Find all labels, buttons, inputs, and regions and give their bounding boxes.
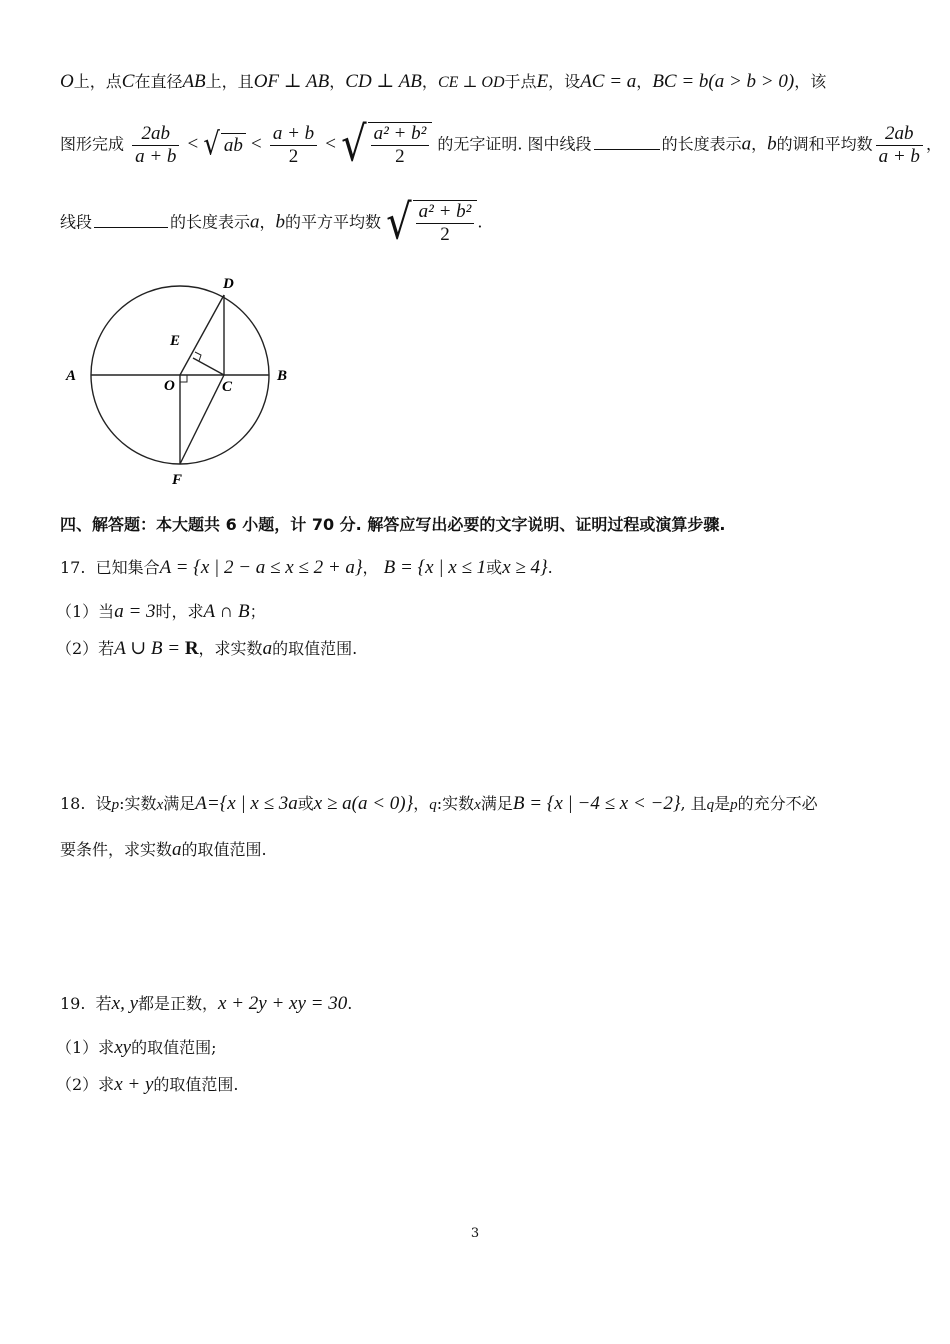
math-set-B-part2: x ≥ 4} <box>502 557 548 578</box>
math-q: q <box>429 797 437 813</box>
text: ， <box>413 794 430 813</box>
text: 是 <box>714 794 731 813</box>
text: ； <box>249 602 266 621</box>
text: 的无字证明. 图中线段 <box>437 134 592 154</box>
text: 时，求 <box>155 602 204 621</box>
math-A-cup-B: A ∪ B = <box>114 638 185 659</box>
denominator: 2 <box>288 145 299 167</box>
sqrt-quadratic-2 <box>413 200 478 246</box>
text: 满足 <box>480 794 513 813</box>
sqrt-quadratic <box>368 122 433 168</box>
math-CE-perp-OD: CE ⊥ OD <box>437 74 505 91</box>
math-OF-perp-AB: OF ⊥ AB <box>253 71 330 92</box>
text: :实数 <box>119 794 157 813</box>
text: ， <box>751 134 768 154</box>
math-AB: AB <box>182 71 206 92</box>
denominator: a + b <box>135 145 177 167</box>
text: . <box>547 558 553 577</box>
text: 线段 <box>60 212 93 232</box>
math-a: a <box>262 638 273 659</box>
text: 的取值范围. <box>272 639 358 658</box>
text: 的取值范围; <box>131 1038 217 1057</box>
answer-blank-2[interactable] <box>94 213 168 228</box>
denominator: a + b <box>878 145 920 167</box>
sqrt-ab: ab <box>221 133 246 158</box>
less-than: < <box>251 133 262 155</box>
label-F: F <box>172 472 183 488</box>
section-heading: 四、解答题：本大题共 6 小题，计 70 分. 解答应写出必要的文字说明、证明过程或演算步骤. <box>60 515 726 534</box>
math-a: a <box>250 211 260 233</box>
question-number: 17. <box>60 558 86 577</box>
math-p: p <box>730 797 738 813</box>
math-x-y: x, y <box>111 993 139 1014</box>
math-b: b <box>275 211 286 233</box>
math-xy: xy <box>114 1037 132 1058</box>
q17-part2 <box>56 637 890 661</box>
text: 的取值范围. <box>181 840 267 859</box>
text: 的平方平均数 <box>285 212 382 232</box>
page-number: 3 <box>470 1226 480 1241</box>
math-a: a <box>741 133 752 155</box>
text: :实数 <box>436 794 475 813</box>
right-angle-mark-O <box>180 375 187 382</box>
text: . <box>347 994 353 1013</box>
text: （1）求 <box>56 1038 115 1057</box>
question-number: 18. <box>60 794 86 813</box>
math-set-B-part1: B = {x | x ≤ 1 <box>383 557 487 578</box>
math-b: b <box>767 133 777 155</box>
text: 若 <box>95 994 112 1013</box>
math-O: O <box>60 71 74 92</box>
fraction-harmonic <box>132 123 179 168</box>
sqrt-sign: √ <box>386 195 412 251</box>
text: 图形完成 <box>60 134 125 154</box>
math-x-plus-y: x + y <box>114 1074 154 1095</box>
math-E: E <box>536 71 549 92</box>
text: 的充分不必 <box>737 794 818 813</box>
math-x: x <box>474 797 481 813</box>
less-than: < <box>187 133 199 155</box>
question-number: 19. <box>60 994 86 1013</box>
text: （1）当 <box>56 602 115 621</box>
text: , 且 <box>680 794 707 813</box>
text: 要条件，求实数 <box>60 840 173 859</box>
label-C: C <box>222 379 233 395</box>
intro-line-2 <box>60 117 942 173</box>
text: 上，且 <box>205 72 254 91</box>
numerator: a² + b² <box>371 123 430 146</box>
q17-part1 <box>56 600 890 624</box>
text: 在直径 <box>134 72 183 91</box>
text: ， <box>362 558 379 577</box>
numerator: a² + b² <box>416 201 475 224</box>
math-set-A-part1: A={x | x ≤ 3a <box>195 793 298 814</box>
text: ，该 <box>794 72 827 91</box>
text: 的长度表示 <box>661 134 742 154</box>
text: ， <box>925 134 942 154</box>
text: 的取值范围. <box>153 1075 239 1094</box>
q17-stem <box>60 556 890 580</box>
text: ， <box>636 72 653 91</box>
q18-line2 <box>60 838 890 862</box>
text: ， <box>259 212 276 232</box>
math-p: p <box>111 797 120 813</box>
text: （2）求 <box>56 1075 115 1094</box>
text: 设 <box>95 794 112 813</box>
text: 于点 <box>504 72 537 91</box>
math-equation: x + 2y + xy = 30 <box>218 993 348 1014</box>
math-C: C <box>121 71 135 92</box>
intro-line-3 <box>60 195 890 251</box>
math-set-B: B = {x | −4 ≤ x < −2} <box>512 793 681 814</box>
text: （2）若 <box>56 639 115 658</box>
intro-line-1 <box>60 70 890 95</box>
math-A-cap-B: A ∩ B <box>203 601 250 622</box>
q19-part2 <box>56 1073 890 1097</box>
text: ， <box>329 72 346 91</box>
math-set-A: A = {x | 2 − a ≤ x ≤ 2 + a} <box>159 557 363 578</box>
math-AC-eq-a: AC = a <box>580 71 637 92</box>
denominator: 2 <box>440 224 450 245</box>
segment-FC <box>180 375 224 464</box>
math-x: x <box>156 797 164 813</box>
text: ，求实数 <box>198 639 263 658</box>
label-D: D <box>223 276 234 292</box>
label-B: B <box>277 368 288 384</box>
less-than: < <box>325 133 336 155</box>
text: 的长度表示 <box>170 212 251 232</box>
sqrt-sign: √ <box>341 117 367 173</box>
text: 或 <box>486 558 503 577</box>
denominator: 2 <box>395 146 405 167</box>
text: 满足 <box>163 794 196 813</box>
numerator: a + b <box>270 123 317 146</box>
fraction-harmonic-2 <box>876 123 923 168</box>
text: ，设 <box>548 72 581 91</box>
math-a-eq-3: a = 3 <box>114 601 156 622</box>
fraction-arithmetic <box>270 123 317 168</box>
label-A: A <box>66 368 77 384</box>
label-O: O <box>164 378 175 394</box>
text: 的调和平均数 <box>776 134 873 154</box>
text: 都是正数， <box>138 994 219 1013</box>
math-R: R <box>184 638 199 659</box>
answer-blank-1[interactable] <box>594 135 660 150</box>
text: 上，点 <box>73 72 122 91</box>
q19-part1 <box>56 1036 890 1060</box>
numerator: 2ab <box>876 123 923 146</box>
math-q: q <box>706 797 715 813</box>
label-E: E <box>170 333 181 349</box>
numerator: 2ab <box>132 123 179 146</box>
math-CD-perp-AB: CD ⊥ AB <box>345 71 422 92</box>
segment-CE <box>193 358 224 375</box>
math-a: a <box>172 839 182 860</box>
sqrt-sign: √ <box>203 127 220 163</box>
text: . <box>477 212 483 232</box>
text: 或 <box>297 794 314 813</box>
text: ， <box>421 72 438 91</box>
text: 已知集合 <box>95 558 160 577</box>
q18-stem <box>60 792 890 817</box>
circle-geometry-figure <box>60 270 310 490</box>
math-BC-eq-b: BC = b(a > b > 0) <box>652 71 795 92</box>
math-set-A-part2: x ≥ a(a < 0)} <box>313 793 414 814</box>
q19-stem <box>60 992 890 1016</box>
